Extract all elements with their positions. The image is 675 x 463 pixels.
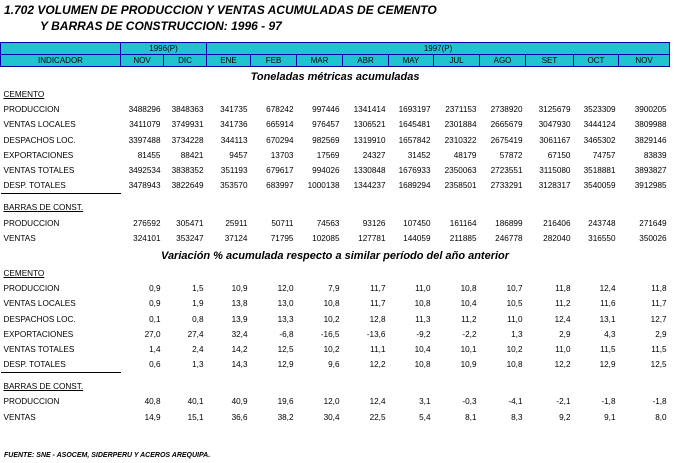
cell-value: 282040 [543,233,571,243]
cell-value: 13,9 [231,314,248,324]
cell-value: 27,0 [144,329,161,339]
table-row [1,281,670,296]
cell-value: 10,2 [323,344,340,354]
group-header-row [1,200,670,215]
cell-value: -2,1 [556,397,571,407]
cell-value: 2301884 [444,120,477,130]
row-label: VENTAS TOTALES [3,166,75,176]
cell-value: 13,0 [277,299,294,309]
table-row [1,133,670,148]
table-row [1,296,670,311]
cell-value: 30,4 [323,412,340,422]
cell-value: 14,9 [144,412,161,422]
cell-value: 3749931 [171,120,204,130]
cell-value: 982569 [312,135,340,145]
cell-value: -1,8 [652,397,667,407]
cell-value: 305471 [176,218,204,228]
cell-value: 683997 [266,181,294,191]
cell-value: 3478943 [128,181,161,191]
cell-value: 11,7 [370,284,386,294]
table-row [1,327,670,342]
cell-value: 1319910 [353,135,386,145]
cell-value: 107450 [403,218,431,228]
cell-value: -9,2 [416,329,431,339]
cell-value: 2738920 [490,105,523,115]
cell-value: 1330848 [353,166,386,176]
header-month: JUL [434,55,480,67]
header-month: MAY [389,55,434,67]
cell-value: 127781 [358,233,386,243]
cell-value: 344113 [220,135,248,145]
cell-value: 997446 [312,105,340,115]
cell-value: 1,5 [192,284,204,294]
cell-value: 3411079 [129,120,161,130]
cell-value: 12,9 [277,360,294,370]
cell-value: 2723551 [490,166,523,176]
cell-value: 57872 [499,150,523,160]
row-label: DESPACHOS LOC. [3,135,76,145]
cell-value: 12,4 [599,284,616,294]
section-title-row [1,67,670,88]
group-name: BARRAS DE CONST. [3,203,84,213]
row-label: PRODUCCION [3,218,60,228]
cell-value: 3047930 [538,120,571,130]
cell-value: 12,5 [277,344,294,354]
row-label: PRODUCCION [3,397,60,407]
cell-value: 1,3 [192,360,204,370]
row-label: VENTAS [3,412,36,422]
cell-value: 10,1 [460,344,477,354]
table-row [1,148,670,163]
cell-value: 976457 [312,120,340,130]
header-month: NOV [121,55,164,67]
table-title-line-2: Y BARRAS DE CONSTRUCCION: 1996 - 97 [40,19,282,33]
cell-value: 11,0 [507,314,523,324]
cell-value: 3848363 [171,105,204,115]
row-label: EXPORTACIONES [3,150,74,160]
cell-value: 12,2 [369,360,386,370]
cell-value: 5,4 [419,412,431,422]
cell-value: 10,9 [460,360,477,370]
cell-value: 38,2 [277,412,294,422]
cell-value: 17569 [316,150,340,160]
section-title: Variación % acumulada respecto a similar período del año anterior [161,249,510,262]
cell-value: 36,6 [231,412,248,422]
cell-value: 32,4 [231,329,248,339]
cell-value: 81455 [137,150,161,160]
cell-value: 276592 [133,218,161,228]
cell-value: 3518881 [583,166,616,176]
cell-value: 994026 [312,166,340,176]
cell-value: 11,0 [555,344,571,354]
cell-value: 12,2 [554,360,571,370]
cell-value: 670294 [266,135,294,145]
cell-value: 350026 [639,233,667,243]
cell-value: 11,5 [651,344,667,354]
source-footnote: FUENTE: SNE - ASOCEM, SIDERPERU Y ACEROS AREQUIPA. [4,452,211,459]
table-row [1,216,670,231]
cell-value: 74563 [316,218,340,228]
cell-value: 10,7 [506,284,523,294]
cell-value: 40,8 [144,397,161,407]
cell-value: 216406 [543,218,571,228]
cell-value: -0,3 [462,397,477,407]
cell-value: 11,2 [555,299,571,309]
group-header-row [1,379,670,394]
cell-value: 8,0 [655,412,667,422]
cell-value: 10,2 [506,344,523,354]
cell-value: 11,7 [370,299,386,309]
table-row [1,163,670,178]
cell-value: 71795 [270,233,294,243]
group-name: BARRAS DE CONST. [3,382,84,392]
cell-value: -13,6 [366,329,386,339]
row-label: EXPORTACIONES [3,329,74,339]
cell-value: 243748 [588,218,616,228]
cell-value: 678242 [266,105,294,115]
cell-value: 665914 [266,120,294,130]
cell-value: -16,5 [320,329,340,339]
cell-value: 3829146 [634,135,667,145]
cell-value: 12,4 [369,397,386,407]
group-header-row [1,266,670,281]
cell-value: 19,6 [277,397,294,407]
table-row [1,342,670,357]
cell-value: 11,6 [600,299,616,309]
header-row-months [1,55,670,67]
row-label: VENTAS LOCALES [3,120,76,130]
cell-value: 161164 [449,218,477,228]
cell-value: 11,0 [415,284,431,294]
cell-value: 3900205 [634,105,667,115]
cell-value: 12,7 [650,314,667,324]
cell-value: 3822649 [171,181,204,191]
group-name: CEMENTO [3,268,45,278]
cell-value: 0,9 [149,284,161,294]
cell-value: 12,9 [599,360,616,370]
cell-value: 2371153 [445,105,477,115]
cell-value: 1693197 [398,105,431,115]
cell-value: 341736 [220,120,248,130]
cell-value: 12,5 [650,360,667,370]
cell-value: 13,3 [277,314,294,324]
cell-value: 11,2 [461,314,477,324]
section-title-row [1,246,670,266]
cell-value: 3444124 [583,120,616,130]
cell-value: 351193 [220,166,248,176]
cell-value: 3,1 [419,397,431,407]
cell-value: -2,2 [462,329,477,339]
header-month: DIC [164,55,207,67]
cell-value: 10,8 [414,299,431,309]
cell-value: 9457 [229,150,248,160]
cell-value: 24327 [362,150,386,160]
cell-value: 9,6 [328,360,340,370]
cell-value: 50711 [271,218,294,228]
cell-value: 10,8 [323,299,340,309]
table-row [1,102,670,117]
header-month: SET [526,55,574,67]
header-month: MAR [297,55,343,67]
cell-value: 8,1 [465,412,477,422]
cell-value: 102085 [312,233,340,243]
cell-value: 2675419 [490,135,523,145]
cell-value: 40,1 [187,397,204,407]
table-row [1,357,670,373]
cell-value: 7,9 [328,284,340,294]
table-row [1,311,670,326]
cell-value: 353570 [220,181,248,191]
cell-value: 3893827 [634,166,667,176]
header-month: NOV [619,55,670,67]
cell-value: 3488296 [128,105,161,115]
cell-value: 3115080 [539,166,571,176]
group-name: CEMENTO [3,90,45,100]
cell-value: 2,9 [559,329,571,339]
cell-value: 3492534 [128,166,161,176]
cell-value: 31452 [407,150,431,160]
cell-value: 316550 [588,233,616,243]
cell-value: 1306521 [353,120,386,130]
cell-value: -6,8 [279,329,294,339]
header-year-1997: 1997(P) [207,43,670,55]
cell-value: 1657842 [398,135,431,145]
cell-value: 2733291 [490,181,523,191]
cell-value: 3809988 [634,120,667,130]
cell-value: 83839 [643,150,667,160]
cell-value: 2310322 [444,135,477,145]
cell-value: 1645481 [398,120,431,130]
cell-value: 12,4 [554,314,571,324]
cell-value: 11,5 [600,344,616,354]
row-label: VENTAS LOCALES [3,299,76,309]
cell-value: 88421 [180,150,204,160]
header-month: ENE [207,55,251,67]
cell-value: 3125679 [538,105,571,115]
cell-value: 8,3 [511,412,523,422]
cell-value: 0,8 [192,314,204,324]
cell-value: 271649 [639,218,667,228]
cell-value: -1,8 [601,397,616,407]
cell-value: 3912985 [634,181,667,191]
cell-value: 93126 [362,218,386,228]
cell-value: 12,0 [323,397,340,407]
cell-value: 3061167 [539,135,571,145]
cell-value: 15,1 [187,412,204,422]
cell-value: 48179 [453,150,477,160]
cell-value: 0,1 [149,314,161,324]
cell-value: 10,4 [414,344,431,354]
cell-value: 40,9 [231,397,248,407]
cell-value: 4,3 [604,329,616,339]
cell-value: 2350063 [444,166,477,176]
cell-value: 3838352 [171,166,204,176]
cell-value: 1689294 [398,181,431,191]
header-row-years [1,43,670,55]
cell-value: 27,4 [187,329,204,339]
cell-value: 2,9 [655,329,667,339]
cell-value: 211885 [449,233,477,243]
cell-value: 341735 [220,105,248,115]
cell-value: 12,0 [277,284,294,294]
header-month: FEB [251,55,297,67]
cell-value: 0,9 [149,299,161,309]
cell-value: 9,1 [604,412,616,422]
cell-value: 3128317 [538,181,571,191]
cell-value: 353247 [176,233,204,243]
cell-value: 1,4 [149,344,161,354]
table-row [1,117,670,132]
header-year-1996: 1996(P) [121,43,207,55]
row-label: DESP. TOTALES [3,360,66,370]
cell-value: 3540059 [583,181,616,191]
cell-value: 1344237 [353,181,386,191]
cell-value: 10,9 [231,284,248,294]
row-label: PRODUCCION [3,284,60,294]
cell-value: 10,4 [460,299,477,309]
row-label: VENTAS [3,233,36,243]
cell-value: 11,7 [651,299,667,309]
cell-value: 11,8 [555,284,571,294]
cell-value: 13,8 [231,299,248,309]
cell-value: 10,5 [506,299,523,309]
cell-value: 11,3 [415,314,431,324]
table-row [1,410,670,425]
cell-value: 144059 [403,233,431,243]
cell-value: 2,4 [192,344,204,354]
row-label: PRODUCCION [3,105,60,115]
cell-value: 1676933 [398,166,431,176]
header-month: AGO [480,55,526,67]
row-label: VENTAS TOTALES [3,344,75,354]
cell-value: 1341414 [353,105,386,115]
header-blank [1,43,121,55]
cell-value: 3397488 [128,135,161,145]
cell-value: 25911 [225,218,248,228]
header-month: ABR [343,55,389,67]
data-table [0,42,670,425]
cell-value: 14,2 [231,344,248,354]
cell-value: 1,3 [511,329,523,339]
cell-value: 1000138 [307,181,340,191]
cell-value: 10,8 [460,284,477,294]
cell-value: 22,5 [369,412,386,422]
cell-value: 0,6 [149,360,161,370]
cell-value: 11,1 [370,344,386,354]
cell-value: 2358501 [444,181,477,191]
cell-value: 324101 [133,233,161,243]
section-title: Toneladas métricas acumuladas [250,71,420,83]
cell-value: 2665679 [490,120,523,130]
cell-value: 10,8 [414,360,431,370]
cell-value: 679617 [266,166,294,176]
header-month: OCT [574,55,619,67]
cell-value: 10,8 [506,360,523,370]
cell-value: 74757 [592,150,616,160]
cell-value: 3465302 [583,135,616,145]
cell-value: 246778 [495,233,523,243]
cell-value: 37124 [224,233,248,243]
row-label: DESPACHOS LOC. [3,314,76,324]
cell-value: 11,8 [651,284,667,294]
table-title-line-1: 1.702 VOLUMEN DE PRODUCCION Y VENTAS ACUMULADAS DE CEMENTO [4,3,437,17]
header-indicator: INDICADOR [1,55,121,67]
cell-value: 12,8 [369,314,386,324]
cell-value: 14,3 [231,360,248,370]
cell-value: 9,2 [559,412,571,422]
cell-value: 13703 [270,150,294,160]
table-row [1,394,670,409]
cell-value: -4,1 [508,397,523,407]
row-label: DESP. TOTALES [3,181,66,191]
cell-value: 3734228 [171,135,204,145]
group-header-row [1,87,670,102]
table-row [1,231,670,246]
cell-value: 10,2 [323,314,340,324]
table-row [1,178,670,194]
cell-value: 3523309 [583,105,616,115]
cell-value: 13,1 [599,314,616,324]
cell-value: 67150 [547,150,571,160]
cell-value: 1,9 [192,299,204,309]
cell-value: 186899 [495,218,523,228]
